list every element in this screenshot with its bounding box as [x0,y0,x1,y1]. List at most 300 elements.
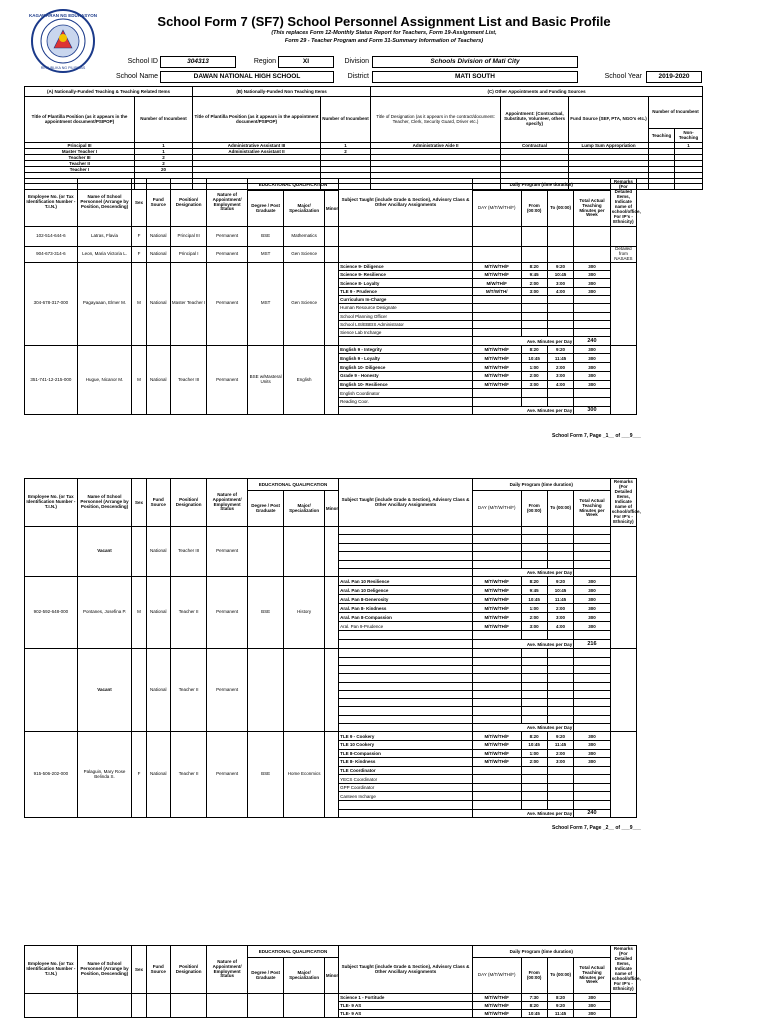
day-cell [472,783,521,792]
from-cell: 10:45 [521,595,547,604]
from-cell [521,649,547,657]
from-cell [521,665,547,673]
minutes-cell: 300 [574,758,610,767]
day-cell [472,304,521,312]
to-cell [547,649,573,657]
nature-cell: Permanent [207,732,248,818]
subject-row [25,577,702,586]
minutes-cell: 300 [574,613,610,622]
day-cell [472,552,521,560]
subject-header: Subject Taught (include Grade & Section), Advisory Class & Other Ancillary Assignments [339,946,473,994]
district-label: District [347,73,369,80]
to-cell: 10:45 [547,271,573,279]
to-cell [547,792,573,801]
from-cell: 2:00 [521,613,547,622]
nature-cell: Permanent [207,577,248,649]
to-cell [547,715,573,723]
subject-row [25,994,702,1002]
from-cell: 7:30 [521,994,547,1002]
major-cell: Gen Science [284,262,325,345]
schedule-cell [521,227,547,247]
from-cell: 10:45 [521,740,547,749]
day-cell [472,397,521,406]
fund-cell: National [146,247,170,263]
from-cell [521,389,547,398]
fund-header: Fund Source [146,946,170,994]
degree-header: Degree / Post Graduate [247,958,283,994]
from-cell: 2:00 [521,758,547,767]
emp-no-cell: 351-741-12-215-000 [25,345,78,415]
a-position-cell: Teacher II [25,161,135,167]
from-cell: 3:00 [521,380,547,389]
to-cell: 4:00 [547,622,573,631]
svg-text:KAGAWARAN NG EDUKASYON: KAGAWARAN NG EDUKASYON [28,13,98,18]
position-cell: Master Teacher I [170,262,206,345]
minor-header: Minor [324,191,338,227]
minutes-cell [574,552,610,560]
to-cell: 9:20 [547,732,573,741]
summary-table [24,86,703,190]
personnel-cell [77,994,132,1018]
minor-cell [324,262,338,345]
subject-cell [339,682,473,690]
from-cell: 1:00 [521,604,547,613]
fund-cell: National [146,262,170,345]
minor-cell [324,732,338,818]
page-footer-2: School Form 7, Page _2__ of ___9___ [552,825,641,831]
to-cell: 4:00 [547,380,573,389]
subject-cell: English 9 - Loyalty [339,354,473,363]
position-cell: Teacher II [170,577,206,649]
day-cell: M/T/W/TH/F [472,380,521,389]
subject-cell [339,640,473,649]
to-header: To (00:00) [547,958,573,994]
from-cell: 2:00 [521,371,547,380]
to-cell [547,389,573,398]
from-cell [521,674,547,682]
major-header: Major/ Specialization [284,491,325,527]
minutes-cell [574,543,610,551]
to-header: To (00:00) [547,491,573,527]
position-cell: Principal III [170,227,206,247]
subject-cell [339,724,473,732]
degree-cell: BSE [247,227,283,247]
from-cell [521,329,547,337]
fund-cell: National [146,649,170,732]
name-header: Name of School Personnel (Arrange by Position, Descending) [77,479,132,527]
from-cell [521,792,547,801]
fund-cell: National [146,345,170,415]
personnel-cell [146,994,170,1018]
day-header: DAY (M/T/W/TH/F) [472,958,521,994]
day-cell: M/T/W/TH/F [472,613,521,622]
day-cell: M/T/W/TH/F [472,1010,521,1018]
subject-cell [339,801,473,810]
c-fund-source-header: Fund Source (SEF, PTA, NGO's etc.) [569,97,649,143]
to-cell: 11:45 [547,595,573,604]
minutes-cell [574,682,610,690]
from-cell: 9:45 [521,586,547,595]
subject-cell: TLE 8-Compassion [339,749,473,758]
from-cell: 3:00 [521,287,547,295]
major-cell: History [284,577,325,649]
minutes-cell [574,304,610,312]
section-c-title: (C) Other Appointments and Funding Sources [371,87,703,97]
day-cell: M/T/W/TH/F [472,740,521,749]
subject-cell: Science 1 - Fortitude [339,994,473,1002]
edu-header: EDUCATIONAL QUALIFICATION [247,479,338,491]
minor-cell [324,345,338,415]
day-header: DAY (M/T/W/TH/F) [472,191,521,227]
b-title-plantilla-header: Title of Plantilla Position (as it appears in the appointment document/PSIPOP) [193,97,321,143]
day-cell [472,801,521,810]
minutes-cell: 300 [574,354,610,363]
subject-cell: Sience Lab Incharge [339,329,473,337]
subject-cell: TLE 9 - Prudence [339,287,473,295]
minutes-cell: 300 [574,345,610,354]
remarks-cell [610,227,636,247]
sex-header: Sex [132,946,146,994]
to-cell [547,543,573,551]
from-cell [521,699,547,707]
remarks-cell [610,577,636,649]
major-cell: Home Econmics [284,732,325,818]
major-cell: English [284,345,325,415]
day-cell [472,665,521,673]
subject-cell: Aral. Pan 9-Prudence [339,622,473,631]
emp-no-cell: 102-514-644-6 [25,227,78,247]
ave-value [574,724,610,732]
ave-label: Ave. Minutes per Day [472,406,573,415]
section-a-title: (A) Nationally-Funded Teaching & Teaching Related Items [25,87,193,97]
to-cell [547,312,573,320]
degree-header: Degree / Post Graduate [247,191,283,227]
form-subtitle-2: Form 29 - Teacher Program and Form 31-Summary Information of Teachers) [284,38,484,44]
fund-header: Fund Source [146,479,170,527]
minutes-cell [574,527,610,535]
major-header: Major/ Specialization [284,191,325,227]
to-cell: 8:20 [547,994,573,1002]
minor-cell [324,577,338,649]
from-cell [521,631,547,640]
minutes-cell [574,792,610,801]
ave-value: 240 [574,337,610,345]
subject-cell: Aral. Pan 8-Compassion [339,613,473,622]
subject-cell: TLE 8- Kindness [339,758,473,767]
from-cell [521,527,547,535]
name-cell: Pontanes, Josefina P. [77,577,132,649]
a-position-cell: Teacher I [25,167,135,173]
remarks-header: Remarks (For Detailed Items, Indicate name of school/office, For IP's -Ethnicity) [610,479,636,527]
emp-no-cell [25,649,78,732]
subject-cell: Aral. Pan 8- Kindness [339,604,473,613]
subject-cell: Canteen Incharge [339,792,473,801]
remarks-cell [610,994,636,1018]
form-subtitle-1: (This replaces Form 12-Monthly Status Report for Teachers, Form 19-Assignment List, [271,30,497,36]
to-cell [547,560,573,568]
to-cell: 9:20 [547,1002,573,1010]
to-cell [547,690,573,698]
major-header: Major/ Specialization [284,958,325,994]
to-cell [547,657,573,665]
to-cell: 3:00 [547,371,573,380]
to-cell [547,631,573,640]
schedule-cell [339,227,473,247]
sex-cell: M [132,345,146,415]
b-position-cell: Administrative Assistant II [193,149,321,155]
section-b-title: (B) Nationally-Funded Non Teaching Items [193,87,371,97]
day-cell [472,707,521,715]
day-cell: M/T/W/TH/F [472,354,521,363]
subject-cell: TLE Coordinator [339,766,473,775]
emp-no-cell: 304-678-317-000 [25,262,78,345]
minutes-cell [574,389,610,398]
subject-row [25,649,702,657]
schedule-cell [574,227,610,247]
division-label: Division [344,58,369,65]
from-cell [521,312,547,320]
from-cell [521,783,547,792]
a-count-cell: 2 [135,161,193,167]
sex-cell: F [132,227,146,247]
edu-header: EDUCATIONAL QUALIFICATION [247,946,338,958]
c-num-incumbent-header: Number of Incumbent [649,97,703,129]
minutes-cell [574,707,610,715]
daily-program-header: Daily Program (time duration) [472,179,610,191]
name-cell: Vacant [77,649,132,732]
school-year-field: 2019-2020 [646,71,702,83]
emp-no-header: Employee No. (or Tax Identification Number -T.I.N.) [25,179,78,227]
schedule-cell [521,247,547,263]
school-id-label: School ID [127,58,158,65]
ave-value: 300 [574,406,610,415]
day-cell [472,631,521,640]
minor-header: Minor [324,491,338,527]
subject-cell: TLE 10 Cookery [339,740,473,749]
degree-cell: BSE [247,732,283,818]
minor-header: Minor [324,958,338,994]
to-cell [547,766,573,775]
day-cell [472,682,521,690]
day-cell: M/T/W/TH/F [472,595,521,604]
remarks-header: Remarks (For Detailed Items, Indicate name of school/office, For IP's -Ethnicity) [610,946,636,994]
nature-cell: Permanent [207,527,248,577]
page-footer-1: School Form 7, Page _1__ of ___9___ [552,433,641,439]
daily-program-header: Daily Program (time duration) [472,479,610,491]
from-cell [521,682,547,690]
degree-cell: BSE [247,577,283,649]
a-count-cell: 1 [135,149,193,155]
nature-header: Nature of Appointment/ Employment Status [207,946,248,994]
minutes-cell: 300 [574,577,610,586]
subject-cell: Human Resource Designate [339,304,473,312]
c-cell: 1 [675,143,703,149]
total-minutes-header: Total Actual Teaching Minutes per Week [574,958,610,994]
from-cell [521,296,547,304]
from-cell [521,801,547,810]
subject-row [25,732,702,741]
minutes-cell [574,397,610,406]
svg-text:REPUBLIKA NG PILIPINAS: REPUBLIKA NG PILIPINAS [40,66,86,70]
minutes-cell [574,560,610,568]
day-cell: M/T/W/TH/F [472,604,521,613]
minutes-cell [574,783,610,792]
minutes-cell [574,715,610,723]
from-cell [521,543,547,551]
district-field: MATI SOUTH [372,71,578,83]
from-cell: 8:20 [521,732,547,741]
minutes-cell [574,657,610,665]
nature-header: Nature of Appointment/ Employment Status [207,479,248,527]
degree-cell [247,649,283,732]
sex-header: Sex [132,179,146,227]
sex-cell [132,649,146,732]
personnel-table-page-3 [24,945,702,1018]
subject-cell [339,809,473,818]
from-cell: 9:45 [521,271,547,279]
subject-cell [339,715,473,723]
subject-cell: English 10- Resilience [339,380,473,389]
minutes-cell [574,690,610,698]
nature-cell: Permanent [207,227,248,247]
day-cell: M/T/W/TH/F [472,758,521,767]
personnel-row [25,227,702,247]
to-cell [547,801,573,810]
minor-cell [324,649,338,732]
minutes-cell: 300 [574,279,610,287]
position-cell: Teacher III [170,345,206,415]
remarks-cell [610,527,636,577]
nature-cell: Permanent [207,262,248,345]
from-header: From (00:00) [521,958,547,994]
personnel-row [25,247,702,263]
subject-cell: Aral. Pan 8-Generosity [339,595,473,604]
region-field: XI [278,56,334,68]
personnel-cell [324,994,338,1018]
fund-header: Fund Source [146,179,170,227]
subject-cell [339,337,473,345]
day-cell: M/T/W/TH/F [472,749,521,758]
day-cell [472,699,521,707]
to-cell [547,775,573,784]
from-cell: 3:00 [521,622,547,631]
to-cell: 11:45 [547,740,573,749]
emp-no-cell: 915-506-202-000 [25,732,78,818]
daily-program-header: Daily Program (time duration) [472,946,610,958]
day-cell [472,320,521,328]
b-count-cell: 2 [321,149,371,155]
minutes-cell: 300 [574,740,610,749]
position-cell: Teacher III [170,527,206,577]
a-count-cell: 1 [135,143,193,149]
to-cell [547,552,573,560]
a-count-cell: 2 [135,155,193,161]
subject-cell [339,543,473,551]
major-cell: Gen Science [284,247,325,263]
minutes-cell: 300 [574,732,610,741]
remarks-cell [610,262,636,345]
ave-label: Ave. Minutes per Day [472,640,573,649]
day-cell: M/T/W/TH/F [472,345,521,354]
a-position-cell: Master Teacher I [25,149,135,155]
ave-label: Ave. Minutes per Day [472,724,573,732]
from-header: From (00:00) [521,491,547,527]
subject-row [25,262,702,270]
day-cell [472,657,521,665]
sex-cell: F [132,247,146,263]
subject-cell: Grade 9 - Honesty [339,371,473,380]
column-header-row [25,946,702,958]
region-label: Region [253,58,276,65]
a-title-plantilla-header: Title of Plantilla Position (as it appears in the appointment document/PSIPOP) [25,97,135,143]
minutes-cell: 300 [574,622,610,631]
from-cell [521,560,547,568]
to-cell: 9:20 [547,262,573,270]
schedule-cell [547,247,573,263]
from-cell: 8:20 [521,1002,547,1010]
from-header: From (00:00) [521,191,547,227]
to-cell [547,296,573,304]
day-cell: M/T/W/TH/F [472,371,521,380]
day-cell [472,649,521,657]
minutes-cell: 300 [574,380,610,389]
day-cell [472,543,521,551]
subject-cell [339,674,473,682]
from-cell: 2:00 [521,279,547,287]
ave-value: 216 [574,640,610,649]
degree-cell [247,527,283,577]
degree-cell: BSE w/Masteral Units [247,345,283,415]
sex-cell: M [132,262,146,345]
day-cell: M/T/W/TH/F [472,732,521,741]
minutes-cell: 300 [574,371,610,380]
position-header: Position/ Designation [170,479,206,527]
subject-cell [339,631,473,640]
from-cell: 8:20 [521,345,547,354]
b-position-cell: Administrative Assistant III [193,143,321,149]
from-cell: 1:00 [521,749,547,758]
name-cell: Leon, Maria Victoria L. [77,247,132,263]
subject-row [25,527,702,535]
a-num-incumbent-header: Number of Incumbent [135,97,193,143]
subject-cell: GPP Coordinator [339,783,473,792]
position-header: Position/ Designation [170,946,206,994]
ave-value: 240 [574,809,610,818]
minutes-cell [574,329,610,337]
subject-cell [339,707,473,715]
day-cell [472,296,521,304]
day-cell: M/T/W/TH/F [472,622,521,631]
remarks-cell [610,732,636,818]
name-cell: Vacant [77,527,132,577]
to-cell [547,682,573,690]
to-cell: 2:00 [547,363,573,372]
degree-cell: MST [247,247,283,263]
from-cell: 1:00 [521,363,547,372]
subject-cell [339,699,473,707]
c-title-designation-header: Title of Designation (as it appears in the contract/document: Teacher, Clerk, Security Guard, Driver etc.) [371,97,501,143]
major-cell [284,649,325,732]
personnel-cell [170,994,206,1018]
name-cell: Palaguin, Mary Rose Belinda S. [77,732,132,818]
subject-cell [339,649,473,657]
minutes-cell: 300 [574,604,610,613]
minutes-cell: 300 [574,1010,610,1018]
subject-cell [339,665,473,673]
minutes-cell [574,312,610,320]
subject-cell: School Planning Officer [339,312,473,320]
day-cell [472,674,521,682]
